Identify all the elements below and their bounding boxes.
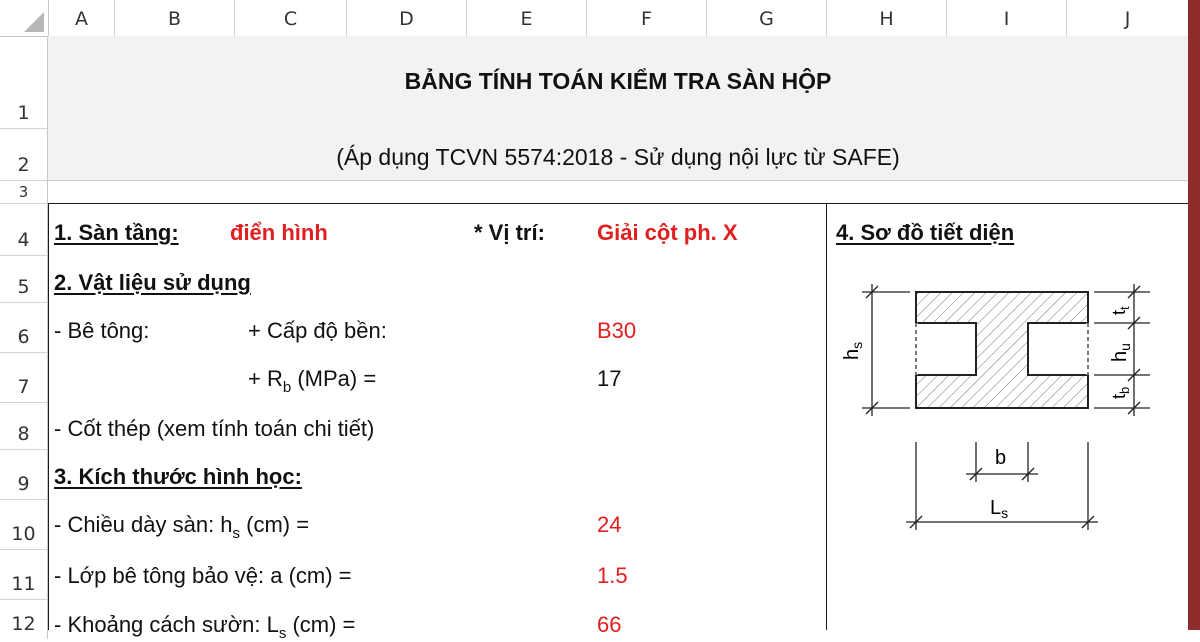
b-label: b xyxy=(995,447,1007,469)
spacing-label[interactable]: - Khoảng cách sườn: $L_s$ (cm) = xyxy=(54,612,356,642)
column-header-c[interactable]: C xyxy=(234,0,346,36)
row-header-3[interactable]: 3 xyxy=(0,180,48,203)
diagram-divider xyxy=(826,203,827,630)
hs-dimension xyxy=(862,284,910,416)
tt-label: $t_t$ xyxy=(1109,306,1132,315)
column-header-e[interactable]: E xyxy=(466,0,586,36)
void-right xyxy=(1028,323,1088,375)
floor-value[interactable]: điển hình xyxy=(230,220,328,245)
spacing-value[interactable]: 66 xyxy=(597,612,622,637)
cover-value[interactable]: 1.5 xyxy=(597,563,628,588)
column-header-d[interactable]: D xyxy=(346,0,466,36)
rb-label[interactable]: + $R_b$ (MPa) = xyxy=(248,366,377,396)
hu-label: $h_u$ xyxy=(1109,343,1133,362)
row-header-2[interactable]: 2 xyxy=(0,128,48,180)
position-label[interactable]: * Vị trí: xyxy=(474,220,545,245)
ls-label: $L_s$ xyxy=(990,497,1009,521)
row-header-4[interactable]: 4 xyxy=(0,203,48,255)
column-header-h[interactable]: H xyxy=(826,0,946,36)
column-header-g[interactable]: G xyxy=(706,0,826,36)
sheet-title[interactable]: BẢNG TÍNH TOÁN KIỂM TRA SÀN HỘP xyxy=(404,68,832,94)
column-header-i[interactable]: I xyxy=(946,0,1066,36)
section1-label[interactable]: 1. Sàn tầng: xyxy=(54,220,179,245)
row-header-11[interactable]: 11 xyxy=(0,549,48,599)
table-top-border xyxy=(48,203,1188,204)
void-left xyxy=(916,323,976,375)
row-header-9[interactable]: 9 xyxy=(0,449,48,499)
thickness-label[interactable]: - Chiều dày sàn: $h_s$ (cm) = xyxy=(54,512,310,542)
section2-label[interactable]: 2. Vật liệu sử dụng xyxy=(54,270,251,295)
row-header-1[interactable]: 1 xyxy=(0,36,48,128)
column-header-a[interactable]: A xyxy=(48,0,114,36)
row-header-6[interactable]: 6 xyxy=(0,302,48,352)
select-all-corner[interactable] xyxy=(0,0,49,36)
rb-value[interactable]: 17 xyxy=(597,366,622,391)
position-value[interactable]: Giải cột ph. X xyxy=(597,220,738,245)
column-header-b[interactable]: B xyxy=(114,0,234,36)
section4-label[interactable]: 4. Sơ đồ tiết diện xyxy=(836,220,1015,245)
select-all-triangle-icon xyxy=(24,12,44,32)
hs-label: $h_s$ xyxy=(841,341,865,360)
cover-label[interactable]: - Lớp bê tông bảo vệ: a (cm) = xyxy=(54,563,352,588)
grade-value[interactable]: B30 xyxy=(597,318,637,343)
row-header-7[interactable]: 7 xyxy=(0,352,48,402)
row-header-5[interactable]: 5 xyxy=(0,255,48,302)
concrete-label[interactable]: - Bê tông: xyxy=(54,318,150,343)
thickness-value[interactable]: 24 xyxy=(597,512,622,537)
grade-label[interactable]: + Cấp độ bền: xyxy=(248,318,387,343)
row-header-8[interactable]: 8 xyxy=(0,402,48,449)
row-header-12[interactable]: 12 xyxy=(0,599,48,639)
row-header-10[interactable]: 10 xyxy=(0,499,48,549)
window-edge xyxy=(1188,0,1200,630)
steel-label[interactable]: - Cốt thép (xem tính toán chi tiết) xyxy=(54,416,375,441)
column-header-f[interactable]: F xyxy=(586,0,706,36)
section-diagram xyxy=(830,270,1170,550)
section3-label[interactable]: 3. Kích thước hình học: xyxy=(54,464,302,489)
tb-label: $t_b$ xyxy=(1109,386,1132,399)
column-header-j[interactable]: J xyxy=(1066,0,1188,36)
sheet-subtitle[interactable]: (Áp dụng TCVN 5574:2018 - Sử dụng nội lực từ SAFE) xyxy=(336,144,900,170)
column-header-bar xyxy=(0,0,1188,37)
table-left-border xyxy=(48,203,49,630)
